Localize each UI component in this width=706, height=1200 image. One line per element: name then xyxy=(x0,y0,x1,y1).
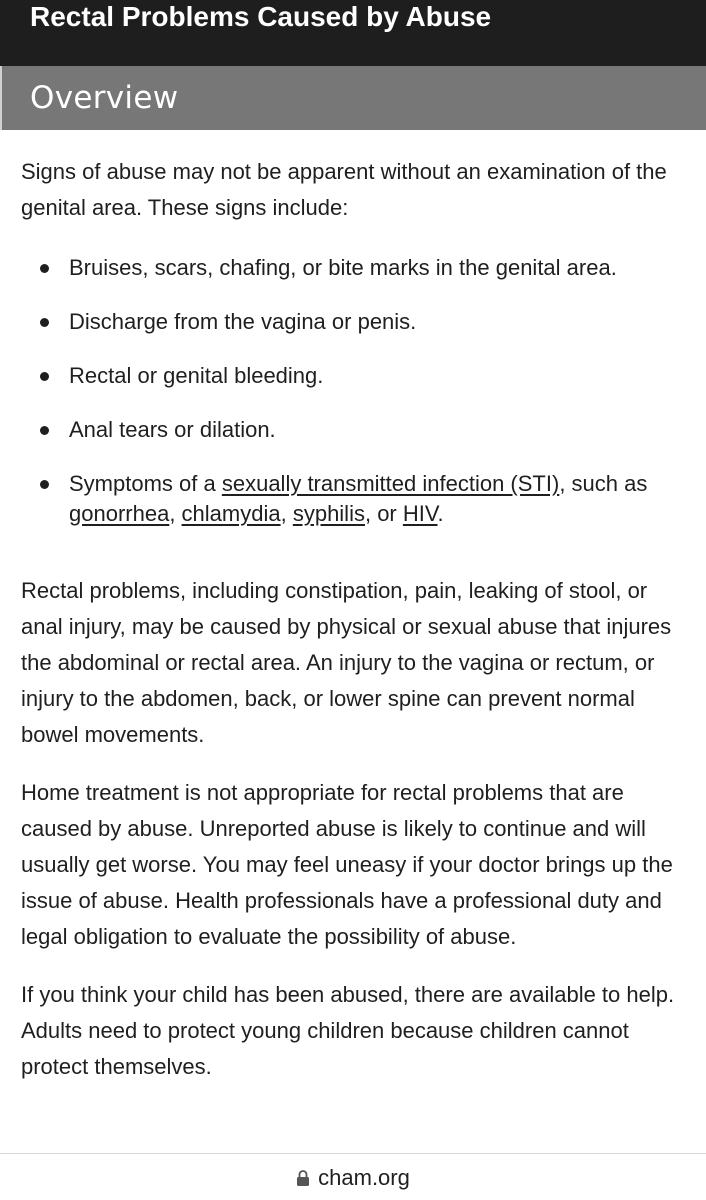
paragraph-home-treatment: Home treatment is not appropriate for rectal problems that are caused by abuse. Unreported abuse is likely to continue and will usually get worse. You may feel uneasy if your doctor brings up the issue of abuse. Health professionals have a professional duty and legal obligation to evaluate the possibility of abuse. xyxy=(21,780,673,949)
intro-paragraph: Signs of abuse may not be apparent without an examination of the genital area. These signs include: xyxy=(21,159,667,220)
signs-list xyxy=(21,253,693,529)
url-display[interactable] xyxy=(0,1164,706,1192)
paragraph-rectal-problems: Rectal problems, including constipation, pain, leaking of stool, or anal injury, may be caused by physical or sexual abuse that injures the abdominal or rectal area. An injury to the vagina or rectum, or injury to the abdomen, back, or lower spine can prevent normal bowel movements. xyxy=(21,578,672,747)
chlamydia-link[interactable]: chlamydia xyxy=(181,501,281,526)
gonorrhea-link[interactable]: gonorrhea xyxy=(69,501,170,526)
sti-prefix: Symptoms of a xyxy=(69,471,222,496)
list-item xyxy=(21,469,693,529)
separator: , xyxy=(280,501,293,526)
browser-url-bar[interactable] xyxy=(0,1153,706,1200)
bullet-icon xyxy=(40,264,49,273)
section-header[interactable] xyxy=(0,66,706,130)
section-title: Overview xyxy=(30,80,179,116)
bullet-icon xyxy=(40,372,49,381)
list-item xyxy=(21,253,693,283)
url-domain: cham.org xyxy=(318,1165,410,1190)
separator: , or xyxy=(364,501,403,526)
list-item-text: Bruises, scars, chafing, or bite marks in the genital area. xyxy=(69,255,617,280)
list-item-text: Discharge from the vagina or penis. xyxy=(69,309,417,334)
page-header xyxy=(0,0,706,66)
list-item xyxy=(21,361,693,391)
list-item-text: Rectal or genital bleeding. xyxy=(69,363,324,388)
sti-end: . xyxy=(437,501,444,526)
hiv-link[interactable]: HIV xyxy=(402,501,438,526)
bullet-icon xyxy=(40,318,49,327)
lock-icon xyxy=(296,1169,310,1187)
bullet-icon xyxy=(40,480,49,489)
page-title: Rectal Problems Caused by Abuse xyxy=(30,1,492,32)
syphilis-link[interactable]: syphilis xyxy=(292,501,365,526)
list-item xyxy=(21,307,693,337)
list-item-text: Anal tears or dilation. xyxy=(69,417,276,442)
separator: , xyxy=(169,501,182,526)
paragraph-child-abuse: If you think your child has been abused, there are available to help. Adults need to protect young children because children cannot protect themselves. xyxy=(21,982,675,1079)
list-item xyxy=(21,415,693,445)
sti-link[interactable]: sexually transmitted infection (STI) xyxy=(221,471,560,496)
sti-mid: , such as xyxy=(559,471,648,496)
article-content xyxy=(21,154,693,1085)
bullet-icon xyxy=(40,426,49,435)
